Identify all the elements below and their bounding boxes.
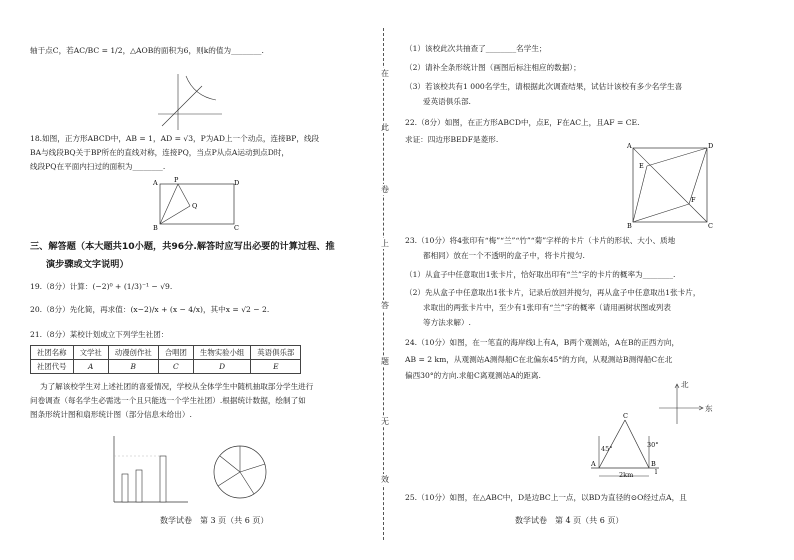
svg-text:B: B <box>627 222 632 230</box>
q21-text-line2: 问卷调查（每名学生必需选一个且只能选一个学生社团）.根据统计数据，绘制了如 <box>30 396 306 405</box>
q23-part1: （1）从盒子中任意取出1张卡片，恰好取出印有“兰”字的卡片的概率为________. <box>405 270 676 279</box>
svg-text:A: A <box>153 179 158 187</box>
angle-30-label: 30° <box>647 441 659 449</box>
table-cell: 社团名称 <box>31 346 74 360</box>
svg-text:A: A <box>627 142 632 150</box>
q23-line2: 都相同）放在一个不透明的盒子中，将卡片搅匀. <box>423 251 585 260</box>
north-label: 北 <box>681 380 689 389</box>
left-page-footer: 数学试卷 第 3 页（共 6 页） <box>160 516 269 525</box>
q21-text-line3: 图条形统计图和扇形统计图（部分信息未给出）. <box>30 410 192 419</box>
svg-text:B: B <box>651 460 656 468</box>
table-cell: C <box>158 360 193 374</box>
gutter-char: 效 <box>381 475 389 484</box>
svg-text:F: F <box>691 196 696 204</box>
bar-chart-figure <box>100 432 192 514</box>
q25-line1: 25.（10分）如图，在△ABC中，D是边BC上一点，以BD为直径的⊙O经过点A，且 <box>405 493 687 502</box>
club-table <box>30 345 301 374</box>
table-cell: 英语俱乐部 <box>251 346 301 360</box>
svg-text:A: A <box>591 460 596 468</box>
svg-text:Q: Q <box>192 202 198 210</box>
table-cell: A <box>73 360 108 374</box>
angle-45-label: 45° <box>601 445 613 453</box>
gutter-char: 上 <box>381 239 389 248</box>
q18-line1: 18.如图，正方形ABCD中，AB = 1，AD = √3，P为AD上一个动点，连接BP，线段 <box>30 134 320 143</box>
svg-text:C: C <box>623 412 628 420</box>
svg-text:D: D <box>708 142 714 150</box>
table-cell: E <box>251 360 301 374</box>
q20: 20.（8分）先化简，再求值：(x−2)/x + (x − 4/x)，其中x = √2 − 2. <box>30 305 270 314</box>
gutter-char: 在 <box>381 69 389 78</box>
gutter-char: 答 <box>381 301 389 310</box>
right-page <box>395 0 794 560</box>
pie-chart-figure <box>210 442 270 502</box>
svg-text:D: D <box>234 179 240 187</box>
q21-part1: （1）该校此次共抽查了________名学生； <box>405 44 547 53</box>
q22-line2: 求证：四边形BEDF是菱形. <box>405 135 499 144</box>
right-page-footer: 数学试卷 第 4 页（共 6 页） <box>515 516 624 525</box>
q18-line2: BA与线段BQ关于BP所在的直线对称，连接PQ，当点P从点A运动到点D时， <box>30 148 290 157</box>
q22-line1: 22.（8分）如图，在正方形ABCD中，点E，F在AC上，且AF = CE. <box>405 118 640 127</box>
q23-part2: （2）先从盒子中任意取出1张卡片，记录后放回并搅匀，再从盒子中任意取出1张卡片， <box>405 288 701 297</box>
q23-part2-cont2: 等方法求解）. <box>423 318 471 327</box>
table-cell: D <box>193 360 250 374</box>
svg-text:C: C <box>234 224 239 232</box>
table-cell: 合唱团 <box>158 346 193 360</box>
binding-divider <box>383 28 384 540</box>
distance-label: 2km <box>619 471 634 479</box>
section-3-heading-line2: 演步骤或文字说明） <box>46 259 129 270</box>
section-3-heading-line1: 三、解答题（本大题共10小题，共96分.解答时应写出必要的计算过程、推 <box>30 241 335 252</box>
q24-line1: 24.（10分）如图，在一笔直的海岸线l上有A，B两个观测站，A在B的正西方向， <box>405 338 680 347</box>
q24-line3: 偏西30°的方向.求船C离观测站A的距离. <box>405 371 541 380</box>
q19: 19.（8分）计算：(−2)⁰ + (1/3)⁻¹ − √9. <box>30 282 173 291</box>
q21-part3: （3）若该校共有1 000名学生，请根据此次调查结果，试估计该校有多少名学生喜 <box>405 82 683 91</box>
q21-part2: （2）请补全条形统计图（画图后标注相应的数据）； <box>405 63 581 72</box>
table-cell: 文学社 <box>73 346 108 360</box>
table-cell: 生物实验小组 <box>193 346 250 360</box>
svg-text:C: C <box>708 222 713 230</box>
q23-part2-cont: 求取出的两张卡片中，至少有1张印有“兰”字的概率（请用画树状图或列表 <box>423 303 671 312</box>
table-cell: B <box>108 360 158 374</box>
q21-part3-cont: 爱英语俱乐部. <box>423 97 471 106</box>
table-row <box>31 360 301 374</box>
q17-figure <box>150 70 230 132</box>
table-cell: 动漫创作社 <box>108 346 158 360</box>
table-row <box>31 346 301 360</box>
east-label: 东 <box>705 404 713 413</box>
q21-text-line1: 为了解该校学生对上述社团的喜爱情况，学校从全体学生中随机抽取部分学生进行 <box>40 382 314 391</box>
gutter-char: 卷 <box>381 185 389 194</box>
q23-line1: 23.（10分）将4张印有“梅”“兰”“竹”“菊”字样的卡片（卡片的形状、大小、质地 <box>405 236 676 245</box>
q18-figure <box>150 176 240 232</box>
svg-text:B: B <box>153 224 158 232</box>
svg-text:E: E <box>639 162 644 170</box>
svg-text:l: l <box>655 468 658 476</box>
left-page <box>0 0 375 560</box>
q17-tail: 轴于点C，若AC/BC = 1/2，△AOB的面积为6，则k的值为________. <box>30 46 264 55</box>
gutter-char: 无 <box>381 417 389 426</box>
q18-line3: 线段PQ在平面内扫过的面积为________. <box>30 162 166 171</box>
table-cell: 社团代号 <box>31 360 74 374</box>
q21-intro: 21.（8分）某校计划成立下列学生社团： <box>30 330 169 339</box>
svg-text:P: P <box>174 176 179 184</box>
gutter-char: 此 <box>381 123 389 132</box>
q22-square-figure <box>627 142 713 228</box>
q24-line2: AB = 2 km，从观测站A测得船C在北偏东45°的方向，从观测站B测得船C在北 <box>405 355 673 364</box>
gutter-char: 题 <box>381 357 389 366</box>
